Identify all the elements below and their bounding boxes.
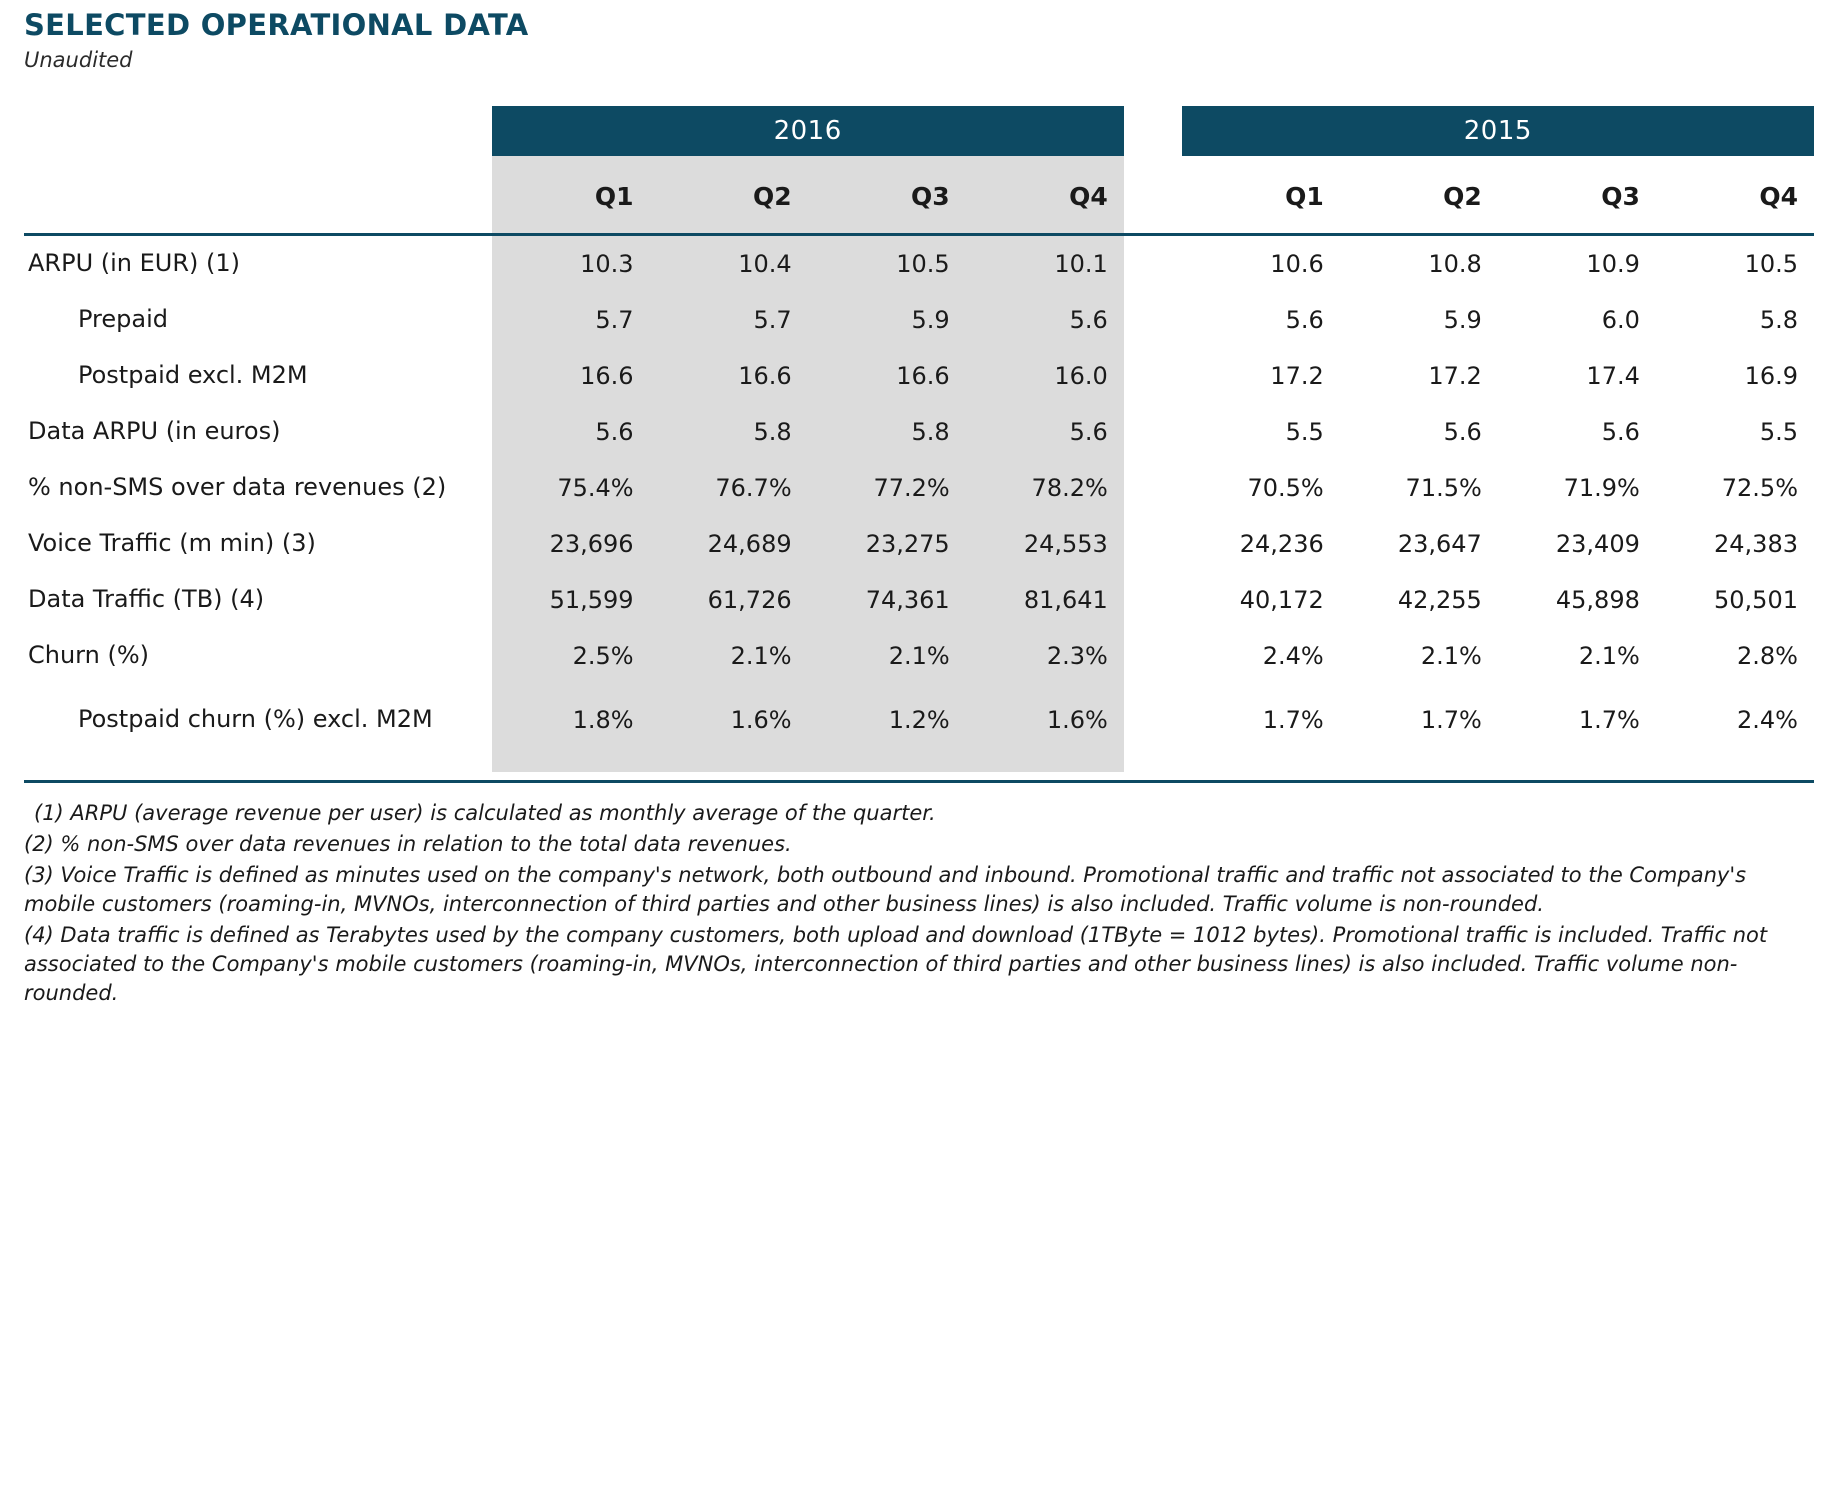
quarter-header-2015-q4: Q4 bbox=[1759, 182, 1798, 211]
cell-2015-q4: 10.5 bbox=[1656, 235, 1814, 293]
cell-2016-q2: 76.7% bbox=[650, 460, 808, 516]
cell-2015-q3: 71.9% bbox=[1563, 474, 1640, 502]
year-banner-gap bbox=[1124, 106, 1182, 156]
bottom-rule-line bbox=[24, 772, 1814, 782]
footnotes bbox=[24, 799, 1814, 1008]
quarter-header-row bbox=[24, 156, 1814, 235]
quarter-header-2016-q3: Q3 bbox=[808, 156, 966, 235]
row-label: Data Traffic (TB) (4) bbox=[28, 585, 265, 614]
table-row bbox=[24, 404, 1814, 460]
row-label: Data ARPU (in euros) bbox=[28, 417, 281, 446]
cell-2016-q1: 23,696 bbox=[492, 516, 650, 572]
cell-2016-q2: 5.7 bbox=[650, 292, 808, 348]
cell-2015-q4: 2.8% bbox=[1737, 642, 1798, 670]
shade-tail-2016-q3 bbox=[808, 756, 966, 772]
cell-2015-q3: 2.1% bbox=[1578, 642, 1640, 670]
row-label: ARPU (in EUR) (1) bbox=[24, 235, 492, 293]
cell-2015-q3: 1.7% bbox=[1578, 706, 1640, 734]
row-gap bbox=[1124, 572, 1182, 628]
cell-2016-q3: 5.9 bbox=[808, 292, 966, 348]
shade-tail-2015-q1 bbox=[1182, 756, 1340, 772]
cell-2016-q3: 16.6 bbox=[808, 348, 966, 404]
cell-2015-q3: 45,898 bbox=[1555, 586, 1640, 614]
row-gap bbox=[1124, 628, 1182, 684]
cell-2016-q4: 16.0 bbox=[966, 348, 1124, 404]
table-row bbox=[24, 628, 1814, 684]
footnote-3: (3) Voice Traffic is defined as minutes used on the company's network, both outbound and inbound. Promotional traffic and traffic not associated to the Company's mobile customers (roaming-in, MVNOs, interconnection of third parties and other business lines) is also included. Traffic volume is non-rounded. bbox=[24, 862, 1747, 916]
cell-2015-q3: 5.6 bbox=[1601, 418, 1640, 446]
cell-2015-q4: 50,501 bbox=[1714, 586, 1798, 614]
cell-2015-q2: 71.5% bbox=[1405, 474, 1482, 502]
shade-tail-2016-q1 bbox=[492, 756, 650, 772]
cell-2015-q4: 16.9 bbox=[1744, 362, 1798, 390]
cell-2015-q1: 24,236 bbox=[1239, 530, 1324, 558]
cell-2016-q4: 10.1 bbox=[966, 235, 1124, 293]
cell-2015-q1: 17.2 bbox=[1270, 362, 1324, 390]
cell-2016-q3: 77.2% bbox=[808, 460, 966, 516]
cell-2015-q2: 23,647 bbox=[1397, 530, 1482, 558]
cell-2016-q1: 75.4% bbox=[492, 460, 650, 516]
row-label: Postpaid excl. M2M bbox=[78, 361, 308, 390]
table-row bbox=[24, 348, 1814, 404]
cell-2016-q1: 5.7 bbox=[492, 292, 650, 348]
table-row bbox=[24, 684, 1814, 756]
cell-2015-q1: 10.6 bbox=[1182, 235, 1340, 293]
table-bottom-rule bbox=[24, 772, 1814, 782]
quarter-header-2016-q4: Q4 bbox=[966, 156, 1124, 235]
row-gap bbox=[1124, 460, 1182, 516]
cell-2015-q2: 2.1% bbox=[1420, 642, 1482, 670]
cell-2015-q1: 40,172 bbox=[1239, 586, 1324, 614]
cell-2016-q1: 10.3 bbox=[492, 235, 650, 293]
cell-2016-q2: 24,689 bbox=[650, 516, 808, 572]
quarter-header-2015-q3: Q3 bbox=[1601, 182, 1640, 211]
cell-2016-q1: 51,599 bbox=[492, 572, 650, 628]
cell-2015-q4: 5.5 bbox=[1759, 418, 1798, 446]
shade-tail-gap bbox=[1124, 756, 1182, 772]
page-subtitle: Unaudited bbox=[24, 48, 133, 72]
cell-2015-q2: 5.9 bbox=[1443, 306, 1482, 334]
footnote-4: (4) Data traffic is defined as Terabytes used by the company customers, both upload and download (1TByte = 1012 bytes). Promotional traffic is included. Traffic not associated to the Company's mobile customers (roaming-in, MVNOs, interconnection of third parties and other business lines) is also included. Traffic volume non-rounded. bbox=[24, 922, 1768, 1005]
row-gap bbox=[1124, 348, 1182, 404]
cell-2015-q1: 5.6 bbox=[1285, 306, 1324, 334]
quarter-header-2015-q1: Q1 bbox=[1285, 182, 1324, 211]
quarter-header-gap bbox=[1124, 156, 1182, 235]
cell-2016-q1: 16.6 bbox=[492, 348, 650, 404]
row-label: Prepaid bbox=[78, 305, 168, 334]
quarter-header-2016-q2: Q2 bbox=[650, 156, 808, 235]
cell-2016-q2: 10.4 bbox=[650, 235, 808, 293]
row-gap bbox=[1124, 235, 1182, 293]
cell-2015-q2: 1.7% bbox=[1420, 706, 1482, 734]
row-gap bbox=[1124, 404, 1182, 460]
cell-2016-q2: 16.6 bbox=[650, 348, 808, 404]
cell-2016-q4: 1.6% bbox=[966, 684, 1124, 756]
operational-data-table bbox=[24, 106, 1814, 783]
cell-2016-q1: 1.8% bbox=[492, 684, 650, 756]
quarter-header-empty bbox=[24, 156, 492, 235]
shade-tail-2015-q3 bbox=[1498, 756, 1656, 772]
cell-2015-q1: 2.4% bbox=[1262, 642, 1324, 670]
cell-2015-q2: 17.2 bbox=[1428, 362, 1482, 390]
cell-2016-q2: 2.1% bbox=[650, 628, 808, 684]
cell-2015-q1: 70.5% bbox=[1247, 474, 1324, 502]
cell-2015-q1: 1.7% bbox=[1262, 706, 1324, 734]
year-banner-2016: 2016 bbox=[492, 106, 1124, 156]
cell-2015-q4: 2.4% bbox=[1737, 706, 1798, 734]
cell-2016-q4: 24,553 bbox=[966, 516, 1124, 572]
row-gap bbox=[1124, 516, 1182, 572]
cell-2016-q3: 2.1% bbox=[808, 628, 966, 684]
table-row bbox=[24, 235, 1814, 293]
cell-2016-q1: 2.5% bbox=[492, 628, 650, 684]
cell-2016-q4: 5.6 bbox=[966, 404, 1124, 460]
cell-2016-q2: 5.8 bbox=[650, 404, 808, 460]
year-banner-spacer bbox=[24, 106, 492, 156]
row-label: Churn (%) bbox=[28, 641, 149, 670]
row-label: Voice Traffic (m min) (3) bbox=[28, 529, 316, 558]
footnote-2: (2) % non-SMS over data revenues in relation to the total data revenues. bbox=[24, 831, 792, 856]
table-row bbox=[24, 516, 1814, 572]
shade-tail-2016-q2 bbox=[650, 756, 808, 772]
page-title: SELECTED OPERATIONAL DATA bbox=[24, 8, 529, 42]
year-banner-row bbox=[24, 106, 1814, 156]
cell-2015-q2: 42,255 bbox=[1397, 586, 1482, 614]
cell-2016-q1: 5.6 bbox=[492, 404, 650, 460]
cell-2016-q3: 23,275 bbox=[808, 516, 966, 572]
footnote-1: (1) ARPU (average revenue per user) is calculated as monthly average of the quarter. bbox=[34, 801, 936, 825]
row-gap bbox=[1124, 292, 1182, 348]
cell-2016-q2: 61,726 bbox=[650, 572, 808, 628]
table-row bbox=[24, 572, 1814, 628]
table-shade-tail-row bbox=[24, 756, 1814, 772]
cell-2015-q4: 5.8 bbox=[1759, 306, 1798, 334]
row-gap bbox=[1124, 684, 1182, 756]
cell-2016-q2: 1.6% bbox=[650, 684, 808, 756]
cell-2016-q3: 5.8 bbox=[808, 404, 966, 460]
table-row bbox=[24, 460, 1814, 516]
shade-tail-2016-q4 bbox=[966, 756, 1124, 772]
year-banner-2015: 2015 bbox=[1182, 106, 1814, 156]
cell-2015-q3: 10.9 bbox=[1498, 235, 1656, 293]
cell-2015-q4: 72.5% bbox=[1721, 474, 1798, 502]
cell-2015-q3: 17.4 bbox=[1586, 362, 1640, 390]
row-label: Postpaid churn (%) excl. M2M bbox=[78, 705, 433, 734]
cell-2016-q3: 10.5 bbox=[808, 235, 966, 293]
quarter-header-2016-q1: Q1 bbox=[492, 156, 650, 235]
table-row bbox=[24, 292, 1814, 348]
cell-2016-q4: 5.6 bbox=[966, 292, 1124, 348]
cell-2016-q4: 78.2% bbox=[966, 460, 1124, 516]
cell-2016-q4: 81,641 bbox=[966, 572, 1124, 628]
cell-2016-q3: 74,361 bbox=[808, 572, 966, 628]
cell-2015-q4: 24,383 bbox=[1714, 530, 1798, 558]
cell-2016-q3: 1.2% bbox=[808, 684, 966, 756]
quarter-header-2015-q2: Q2 bbox=[1443, 182, 1482, 211]
cell-2015-q3: 23,409 bbox=[1555, 530, 1640, 558]
cell-2015-q1: 5.5 bbox=[1285, 418, 1324, 446]
cell-2015-q2: 5.6 bbox=[1443, 418, 1482, 446]
cell-2015-q3: 6.0 bbox=[1601, 306, 1640, 334]
shade-tail-2015-q4 bbox=[1656, 756, 1814, 772]
shade-tail-2015-q2 bbox=[1340, 756, 1498, 772]
cell-2015-q2: 10.8 bbox=[1340, 235, 1498, 293]
row-label: % non-SMS over data revenues (2) bbox=[28, 473, 447, 502]
cell-2016-q4: 2.3% bbox=[966, 628, 1124, 684]
shade-tail-label bbox=[24, 756, 492, 772]
